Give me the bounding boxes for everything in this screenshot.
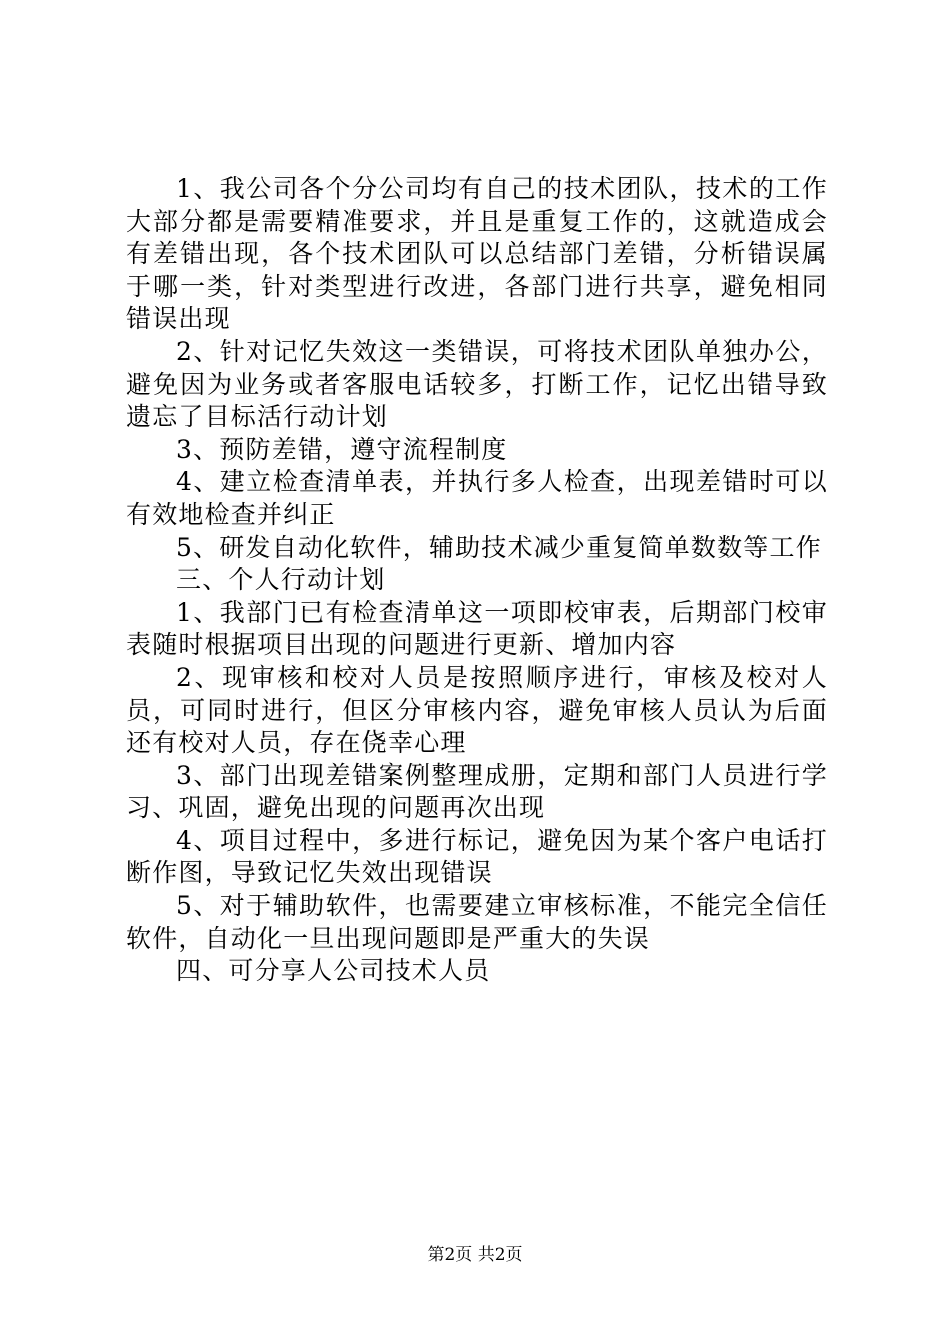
paragraph-memory-failure: 2、针对记忆失效这一类错误，可将技术团队单独办公，避免因为业务或者客服电话较多，打断工作，记忆出错导致遗忘了目标活行动计划 bbox=[126, 336, 828, 432]
paragraph-automation-software: 5、研发自动化软件，辅助技术减少重复简单数数等工作 bbox=[176, 532, 822, 562]
page-number-footer: 第2页 共2页 bbox=[427, 1245, 523, 1265]
paragraph-error-casebook: 3、部门出现差错案例整理成册，定期和部门人员进行学习、巩固，避免出现的问题再次出现 bbox=[126, 760, 828, 823]
paragraph-review-proofread: 2、现审核和校对人员是按照顺序进行，审核及校对人员，可同时进行，但区分审核内容，避免审核人员认为后面还有校对人员，存在侥幸心理 bbox=[126, 662, 828, 758]
paragraph-checklist: 4、建立检查清单表，并执行多人检查，出现差错时可以有效地检查并纠正 bbox=[126, 467, 828, 529]
paragraph-tech-team-errors: 1、我公司各个分公司均有自己的技术团队，技术的工作大部分都是需要精准要求，并且是重复工作的，这就造成会有差错出现，各个技术团队可以总结部门差错，分析错误属于哪一类，针对类型进行改进，各部门进行共享，避免相同错误出现 bbox=[126, 174, 828, 334]
paragraph-prevent-errors: 3、预防差错，遵守流程制度 bbox=[176, 434, 508, 464]
paragraph-software-review-standard: 5、对于辅助软件，也需要建立审核标准，不能完全信任软件，自动化一旦出现问题即是严重大的失误 bbox=[126, 891, 828, 953]
section-heading-sharing: 四、可分享人公司技术人员 bbox=[176, 956, 491, 986]
section-heading-personal-plan: 三、个人行动计划 bbox=[176, 565, 386, 595]
document-body bbox=[126, 173, 828, 988]
paragraph-project-marking: 4、项目过程中，多进行标记，避免因为某个客户电话打断作图，导致记忆失效出现错误 bbox=[126, 825, 828, 888]
paragraph-review-table: 1、我部门已有检查清单这一项即校审表，后期部门校审表随时根据项目出现的问题进行更新、增加内容 bbox=[126, 597, 828, 660]
